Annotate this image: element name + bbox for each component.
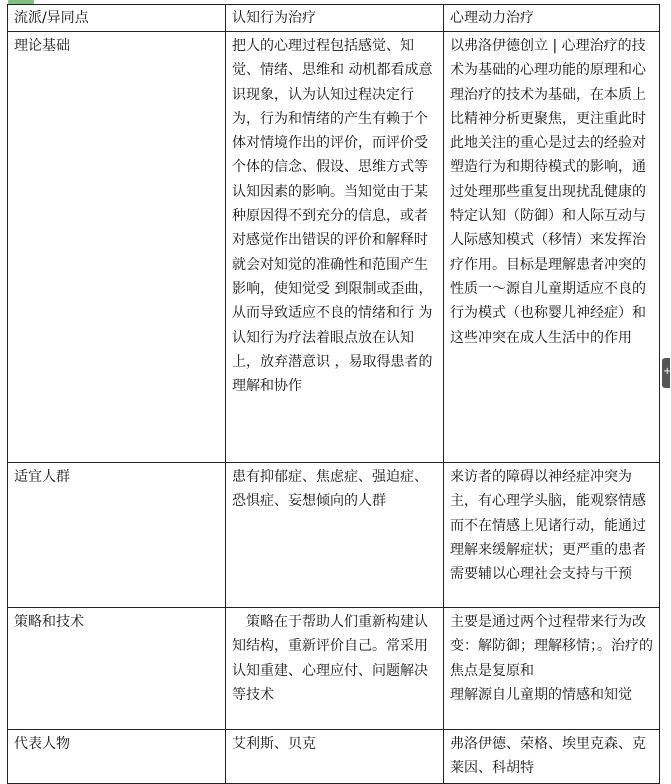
row-label-theory: 理论基础 [8, 32, 226, 463]
psychodynamic-strategy-cell [444, 608, 660, 730]
row-label-strategy: 策略和技术 [8, 608, 226, 730]
header-row [8, 5, 660, 32]
psychodynamic-representatives-cell: 弗洛伊德、荣格、埃里克森、克莱因、科胡特 [444, 730, 660, 784]
table-row [8, 608, 660, 730]
psychodynamic-theory-cell: 以弗洛伊德创立 | 心理治疗的技术为基础的心理功能的原理和心理治疗的技术为基础，在本质上比精神分析更聚焦，更注重此时此地关注的重心是过去的经验对塑造行为和期待模式的影响，通过处理那些重复出现扰乱健康的特定认知（防御）和人际互动与人际感知模式（移情）来发挥治疗作用。目标是理解患者冲突的性质一～源自儿童期适应不良的行为模式（也称婴儿神经症）和这些冲突在成人生活中的作用 [444, 32, 660, 463]
cbt-population-cell: 患有抑郁症、焦虑症、强迫症、恐惧症、妄想倾向的人群 [226, 463, 444, 608]
row-label-representatives: 代表人物 [8, 730, 226, 784]
header-psychodynamic: 心理动力治疗 [444, 5, 660, 32]
header-cbt: 认知行为治疗 [226, 5, 444, 32]
cbt-representatives-cell: 艾利斯、贝克 [226, 730, 444, 784]
cbt-strategy-cell: 策略在于帮助人们重新构建认知结构，重新评价自己。常采用认知重建、心理应付、问题解决等技术 [226, 608, 444, 730]
side-scroll-tab[interactable] [662, 358, 670, 388]
psychodynamic-strategy-line: 主要是通过两个过程带来行为改变：解防御；理解移情；。治疗的焦点是复原和 [450, 614, 653, 679]
table-row [8, 463, 660, 608]
psychodynamic-strategy-line: 理解源自儿童期的情感和知觉 [450, 686, 632, 703]
row-label-population: 适宜人群 [8, 463, 226, 608]
table-row [8, 730, 660, 784]
header-school: 流派/异同点 [8, 5, 226, 32]
plus-icon: + [663, 366, 671, 377]
comparison-table [7, 4, 660, 784]
psychodynamic-population-cell: 来访者的障碍以神经症冲突为主，有心理学头脑，能观察情感而不在情感上见诸行动，能通过理解来缓解症状；更严重的患者需要辅以心理社会支持与干预 [444, 463, 660, 608]
table-row [8, 32, 660, 463]
cbt-theory-cell: 把人的心理过程包括感觉、知觉、情绪、思维和 动机都看成意识现象，认为认知过程决定行为，行为和情绪的产生有赖于个体对情境作出的评价，而评价受个体的信念、假设、思维方式等认知因素的影响。当知觉由于某种原因得不到充分的信息，或者对感觉作出错误的评价和解释时就会对知觉的准确性和范围产生影响，使知觉受 到限制或歪曲，从而导致适应不良的情绪和行 为认知行为疗法着眼点放在认知上，放弃潜意识 ，易取得患者的理解和协作 [226, 32, 444, 463]
